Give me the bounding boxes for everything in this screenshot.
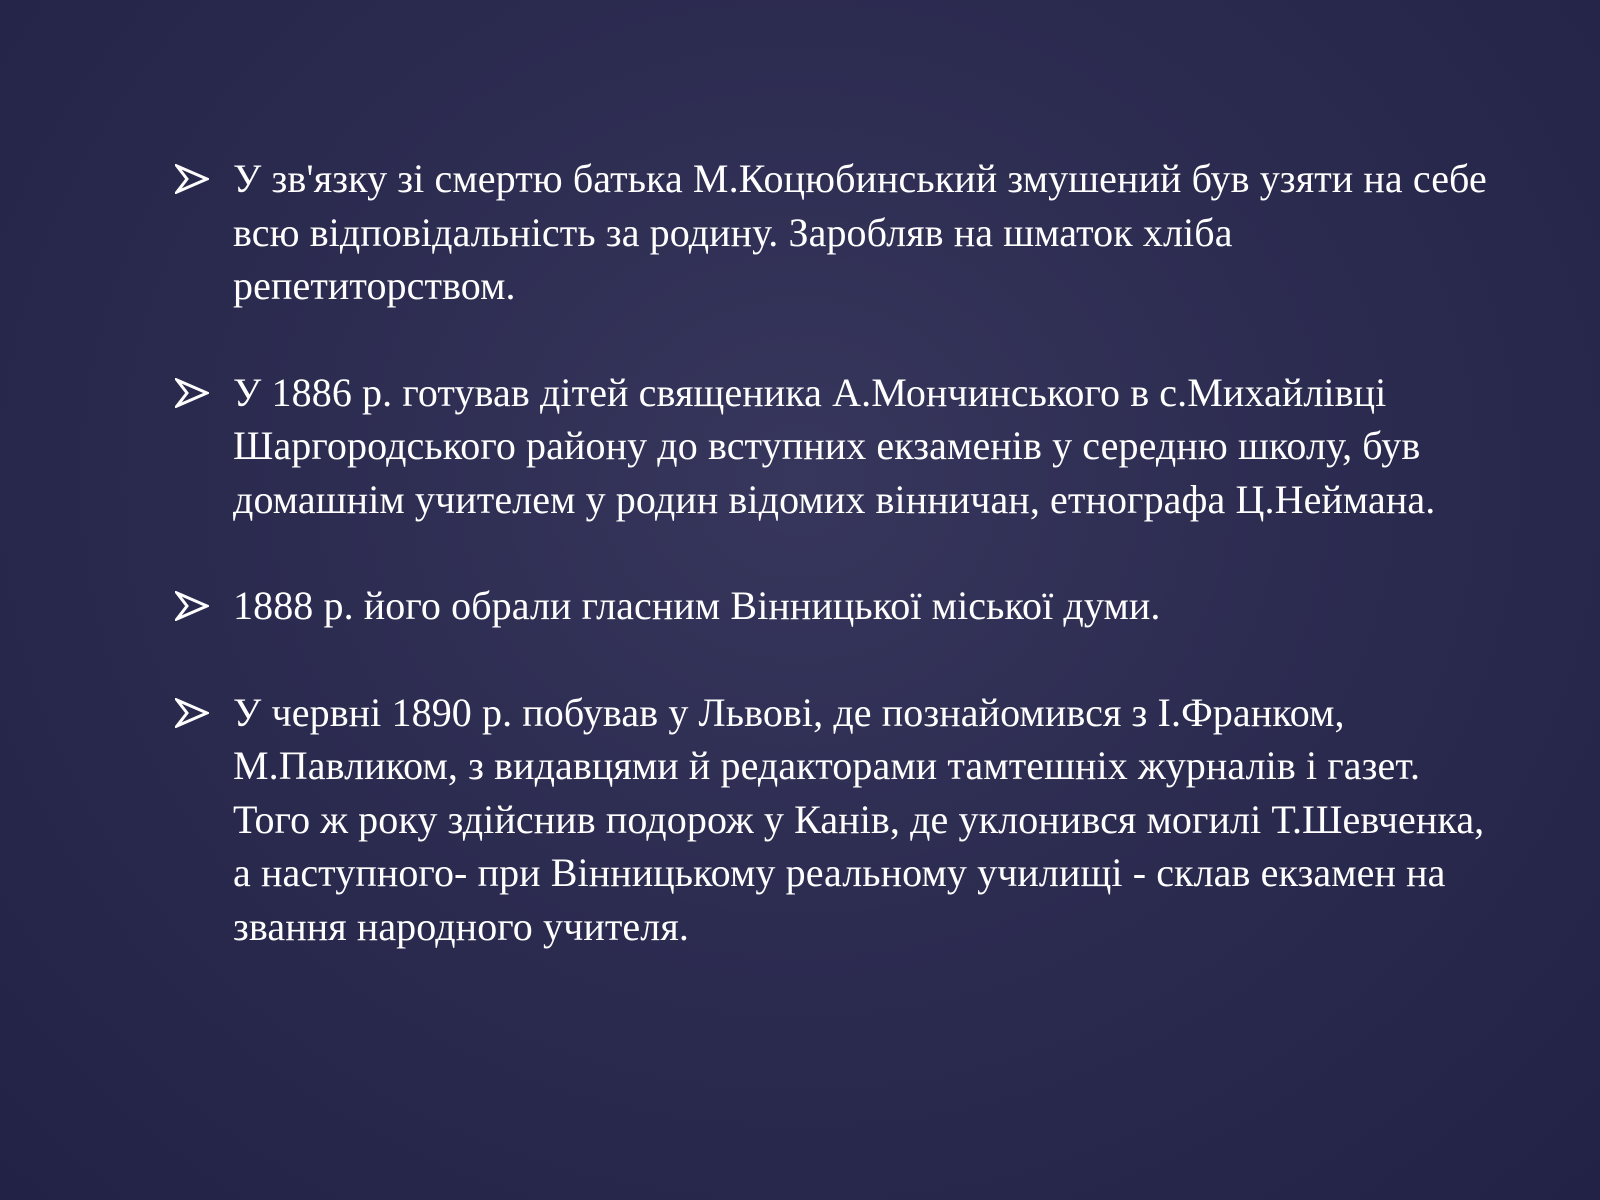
arrowhead-bullet-icon	[175, 698, 209, 728]
bullet-text-2: У 1886 р. готував дітей священика А.Мончинського в с.Михайлівці Шаргородського району до вступних екзаменів у середню школу, був домашнім учителем у родин відомих вінничан, етнографа Ц.Неймана.	[233, 369, 1436, 522]
bullet-list	[175, 152, 1505, 953]
bullet-text-4: У червні 1890 р. побував у Львові, де познайомився з І.Франком, М.Павликом, з видавцями й редакторами тамтешніх журналів і газет. Того ж року здійснив подорож у Канів, де уклонився могилі Т.Шевченка, а наступного- при Вінницькому реальному училищі - склав екзамен на звання народного учителя.	[233, 689, 1485, 949]
arrowhead-bullet-icon	[175, 378, 209, 408]
bullet-text-3: 1888 р. його обрали гласним Вінницької міської думи.	[233, 583, 1161, 628]
bullet-item-2	[175, 366, 1505, 527]
bullet-item-3	[175, 579, 1505, 633]
arrowhead-bullet-icon	[175, 591, 209, 621]
arrowhead-bullet-icon	[175, 164, 209, 194]
bullet-text-1: У зв'язку зі смертю батька М.Коцюбинський змушений був узяти на себе всю відповідальність за родину. Заробляв на шматок хліба репетиторством.	[233, 156, 1487, 308]
bullet-item-1	[175, 152, 1505, 313]
bullet-item-4	[175, 686, 1505, 954]
